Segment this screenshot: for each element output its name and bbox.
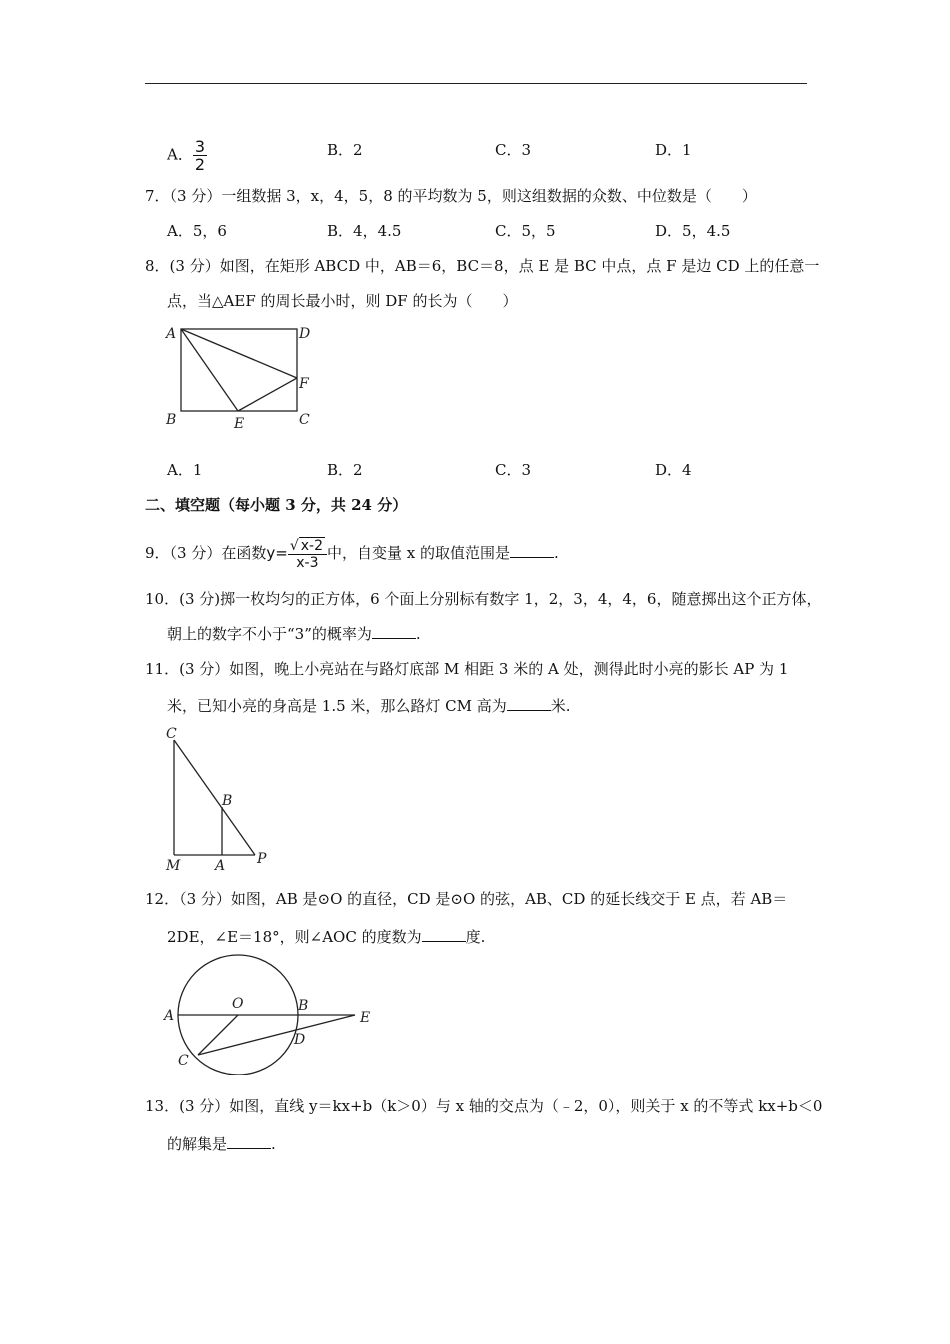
q12-stem-line2: 2DE，∠E＝18°，则∠AOC 的度数为 度. xyxy=(167,928,486,946)
q7-option-d[interactable]: D．5，4.5 xyxy=(655,222,731,240)
label-a: A xyxy=(215,858,226,874)
q7-stem: 7．（3 分）一组数据 3，x，4，5，8 的平均数为 5，则这组数据的众数、中位数是（ ） xyxy=(145,187,757,205)
fraction: $\frac{3}{2}$ xyxy=(194,137,206,174)
q8-stem-line2: 点，当△AEF 的周长最小时，则 DF 的长为（ ） xyxy=(167,292,518,310)
q11-stem-line1: 11．(3 分）如图，晚上小亮站在与路灯底部 M 相距 3 米的 A 处，测得此时小亮的影长 AP 为 1 xyxy=(145,660,789,678)
q8-option-d[interactable]: D．4 xyxy=(655,461,692,479)
q8-rectangle-figure xyxy=(160,318,320,438)
q11-stem-line2: 米，已知小亮的身高是 1.5 米，那么路灯 CM 高为 米. xyxy=(167,697,571,715)
q7-option-c[interactable]: C．5，5 xyxy=(495,222,556,240)
q13-stem-line1: 13．(3 分）如图，直线 y＝kx+b（k＞0）与 x 轴的交点为（﹣2，0），则关于 x 的不等式 kx+b＜0 xyxy=(145,1097,823,1115)
label-b: B xyxy=(222,793,233,809)
answer-blank[interactable] xyxy=(422,927,466,942)
q10-stem-line2: 朝上的数字不小于“3”的概率为 . xyxy=(167,625,421,643)
label-c: C xyxy=(299,412,310,428)
label-b: B xyxy=(298,998,309,1014)
q8-option-b[interactable]: B．2 xyxy=(327,461,363,479)
q12-stem-line1: 12．（3 分）如图，AB 是⊙O 的直径，CD 是⊙O 的弦，AB、CD 的延长线交于 E 点，若 AB＝ xyxy=(145,890,788,908)
label-e: E xyxy=(234,416,245,432)
q9-stem: 9．（3 分）在函数y= $\frac{√ x-2}{x-3}$ 中，自变量 x 的取值范围是 . xyxy=(145,538,559,571)
label-c: C xyxy=(166,726,177,742)
q8-stem-line1: 8．(3 分）如图，在矩形 ABCD 中，AB＝6，BC＝8，点 E 是 BC 中点，点 F 是边 CD 上的任意一 xyxy=(145,257,820,275)
q6-option-d[interactable]: D．1 xyxy=(655,141,692,159)
q6-option-a[interactable]: A． $\frac{3}{2}$ xyxy=(167,137,206,174)
label-b: B xyxy=(166,412,177,428)
q8-option-c[interactable]: C．3 xyxy=(495,461,532,479)
label-d: D xyxy=(299,326,311,342)
answer-blank[interactable] xyxy=(510,543,554,558)
label-m: M xyxy=(166,858,181,874)
q11-lamp-figure xyxy=(160,720,280,875)
q10-stem-line1: 10．(3 分)掷一枚均匀的正方体，6 个面上分别标有数字 1，2，3，4，4，6，随意掷出这个正方体， xyxy=(145,590,822,608)
q6-option-b[interactable]: B．2 xyxy=(327,141,363,159)
q12-circle-figure xyxy=(160,950,380,1075)
label-a: A xyxy=(164,1008,175,1024)
label-e: E xyxy=(360,1010,371,1026)
header-rule xyxy=(145,83,807,84)
label-d: D xyxy=(294,1032,306,1048)
answer-blank[interactable] xyxy=(507,696,551,711)
label-f: F xyxy=(299,376,309,392)
q7-option-a[interactable]: A．5，6 xyxy=(167,222,227,240)
q9-fraction: $\frac{√ x-2}{x-3}$ xyxy=(288,537,327,571)
answer-blank[interactable] xyxy=(372,624,416,639)
q8-option-a[interactable]: A．1 xyxy=(167,461,203,479)
label-c: C xyxy=(178,1053,189,1069)
label-p: P xyxy=(257,851,267,867)
q7-option-b[interactable]: B．4，4.5 xyxy=(327,222,402,240)
label-o: O xyxy=(232,996,244,1012)
answer-blank[interactable] xyxy=(227,1134,271,1149)
q6-option-c[interactable]: C．3 xyxy=(495,141,532,159)
q13-stem-line2: 的解集是 . xyxy=(167,1135,276,1153)
label-a: A xyxy=(166,326,177,342)
section-title: 二、填空题（每小题 3 分，共 24 分） xyxy=(145,496,408,514)
